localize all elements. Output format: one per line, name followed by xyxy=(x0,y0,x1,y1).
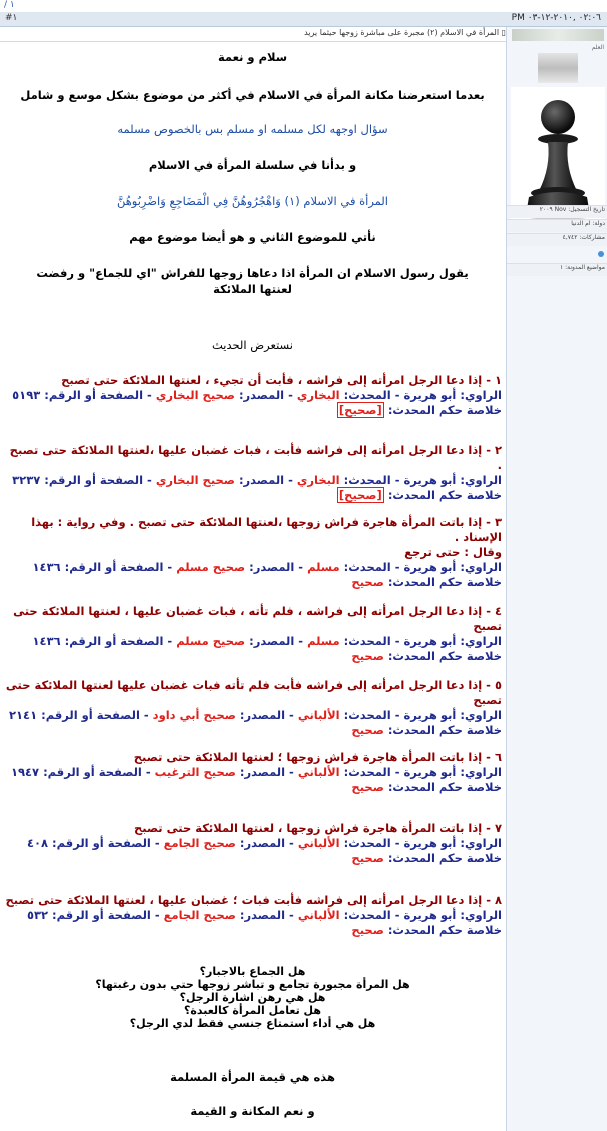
intro-line-1: بعدما استعرضنا مكانة المرأة في الاسلام في أكثر من موضوع بشكل موسع و شامل xyxy=(20,88,485,102)
hadith-block xyxy=(2,373,502,418)
question: هل الجماع بالاجبار؟ xyxy=(199,965,306,978)
avatar[interactable] xyxy=(511,87,605,221)
question: هل تعامل المرأة كالعبدة؟ xyxy=(183,1004,321,1017)
hadith-source-line: الراوي: أبو هريرة - المحدث: الألباني - المصدر: صحيح الجامع - الصفحة أو الرقم: ٤٠٨ xyxy=(26,836,502,850)
outro-line-1: هذه هي قيمة المرأة المسلمة xyxy=(170,1070,335,1084)
hadith-text: ٣ - إذا باتت المرأة هاجرة فراش زوجها ،لعنتها الملائكة حتى تصبح . وفي رواية : بهذا الإسناد . xyxy=(31,515,502,544)
question: هل المرأة مجبورة تجامع و تباشر زوجها حتي بدون رغبتها؟ xyxy=(95,978,410,991)
question: هل هي أداء استمتاع جنسي فقط لدي الرجل؟ xyxy=(129,1017,376,1030)
intro-line-5: نأتي للموضوع الثاني و هو أيضا موضوع مهم xyxy=(129,230,376,244)
hadith-text: ٧ - إذا باتت المرأة هاجرة فراش زوجها ، لعنتها الملائكة حتى تصبح xyxy=(133,821,502,835)
question: هل هي رهن اشارة الرجل؟ xyxy=(179,991,326,1004)
post-datetime: PM ٠٢:٠٦ ,٢٠١٠-١٢-٠٣ xyxy=(511,13,601,23)
hadith-block xyxy=(2,821,502,866)
post-icon: ▯ xyxy=(499,28,506,37)
post-count: مشاركات: ٤,٧٤٢ xyxy=(507,233,607,246)
hadith-source-line: الراوي: أبو هريرة - المحدث: مسلم - المصدر: صحيح مسلم - الصفحة أو الرقم: ١٤٣٦ xyxy=(32,634,502,648)
hadith-text: ١ - إذا دعا الرجل امرأته إلى فراشه ، فأبت أن تجيء ، لعنتها الملائكة حتى تصبح xyxy=(61,373,502,387)
hadith-text: ٦ - إذا باتت المرأة هاجرة فراش زوجها ؛ لعنتها الملائكة حتى تصبح xyxy=(133,750,502,764)
hadith-block xyxy=(2,604,502,664)
hadith-source-line: الراوي: أبو هريرة - المحدث: مسلم - المصدر: صحيح مسلم - الصفحة أو الرقم: ١٤٣٦ xyxy=(32,560,502,574)
series-link-1[interactable]: المرأة في الاسلام (١) وَاهْجُرُوهُنَّ فِي الْمَضَاجِعِ وَاضْرِبُوهُنَّ xyxy=(116,194,389,208)
hadith-text-cont: وقال : حتى ترجع xyxy=(404,545,502,559)
hadith-source-line: الراوي: أبو هريرة - المحدث: البخاري - المصدر: صحيح البخاري - الصفحة أو الرقم: ٥١٩٣ xyxy=(12,388,502,402)
intro-line-3: و بدأنا في سلسلة المرأة في الاسلام xyxy=(148,158,357,172)
status-dot xyxy=(598,251,604,257)
post-body xyxy=(0,42,505,1131)
chess-pawn-icon xyxy=(511,87,605,221)
questions-block xyxy=(10,965,495,1030)
post-number[interactable]: #١ xyxy=(5,13,18,23)
hadith-block xyxy=(2,750,502,795)
post-title-row xyxy=(0,27,510,42)
hadith-text: ٨ - إذا دعا الرجل امرأته إلى فراشه فأبت فبات ؛ غضبان عليها ، لعنتها الملائكة حتى تصبح xyxy=(5,893,502,907)
hadith-verdict-line: خلاصة حكم المحدث: صحيح xyxy=(351,923,502,937)
intro-line-6b: لعنتها الملائكة xyxy=(213,282,292,296)
user-rank-blurred xyxy=(538,53,578,83)
intro-line-6a: يقول رسول الاسلام ان المرأة اذا دعاها زوجها للفراش "اي للجماع" و رفضت xyxy=(36,266,469,280)
hadith-verdict-line: خلاصة حكم المحدث: صحيح xyxy=(351,575,502,589)
post-title xyxy=(304,28,506,37)
hadith-verdict-line: خلاصة حكم المحدث: صحيح xyxy=(351,780,502,794)
thread-title: المرأة في الاسلام (٢) مجبرة على مباشرة زوجها حيثما يريد xyxy=(304,28,500,37)
hadith-block xyxy=(2,678,502,738)
hadith-verdict-line: خلاصة حكم المحدث: [صحيح] xyxy=(338,403,502,417)
blog-topics: مواضيع المدونة: ١ xyxy=(507,263,607,276)
hadith-source-line: الراوي: أبو هريرة - المحدث: البخاري - المصدر: صحيح البخاري - الصفحة أو الرقم: ٣٢٣٧ xyxy=(12,473,502,487)
user-sidebar xyxy=(506,27,607,1131)
hadith-source-line: الراوي: أبو هريرة - المحدث: الألباني - المصدر: صحيح أبي داود - الصفحة أو الرقم: ٢١٤١ xyxy=(9,708,502,722)
top-link[interactable]: / ١ xyxy=(4,0,15,10)
hadith-block xyxy=(2,443,502,503)
hadith-text: ٢ - إذا دعا الرجل امرأته إلى فراشه فأبت ، فبات غضبان عليها ،لعنتها الملائكة حتى تصبح . xyxy=(9,443,502,472)
section-heading: نستعرض الحديث xyxy=(211,338,294,352)
hadith-verdict-line: خلاصة حكم المحدث: صحيح xyxy=(351,723,502,737)
hadith-block xyxy=(2,515,502,590)
user-country: دولة: ام الدنيا xyxy=(507,219,607,232)
hadith-verdict-line: خلاصة حكم المحدث: صحيح xyxy=(351,649,502,663)
outro-line-2: و نعم المكانة و القيمة xyxy=(190,1104,315,1118)
hadith-text: ٤ - إذا دعا الرجل امرأته إلى فراشه ، فلم تأته ، فبات غضبان عليها ، لعنتها الملائكة حتى تصبح xyxy=(13,604,502,633)
post-header xyxy=(0,12,607,27)
join-date: تاريخ التسجيل: Nov ٢٠٠٩ xyxy=(507,205,607,218)
user-title: العلم xyxy=(591,44,604,51)
hadith-verdict-line: خلاصة حكم المحدث: صحيح xyxy=(351,851,502,865)
hadith-source-line: الراوي: أبو هريرة - المحدث: الألباني - المصدر: صحيح الترغيب - الصفحة أو الرقم: ١٩٤٧ xyxy=(10,765,502,779)
hadith-source-line: الراوي: أبو هريرة - المحدث: الألباني - المصدر: صحيح الجامع - الصفحة أو الرقم: ٥٣٢ xyxy=(26,908,502,922)
hadith-block xyxy=(2,893,502,938)
username-blurred[interactable] xyxy=(512,29,604,41)
hadith-text: ٥ - إذا دعا الرجل امرأته إلى فراشه فأبت فلم تأته فبات غضبان عليها لعنتها الملائكة حتى تصبح xyxy=(5,678,502,707)
intro-line-2: سؤال اوجهه لكل مسلمه او مسلم بس بالخصوص مسلمه xyxy=(117,122,388,136)
hadith-verdict-line: خلاصة حكم المحدث: [صحيح] xyxy=(338,488,502,502)
greeting: سلام و نعمة xyxy=(217,50,288,64)
